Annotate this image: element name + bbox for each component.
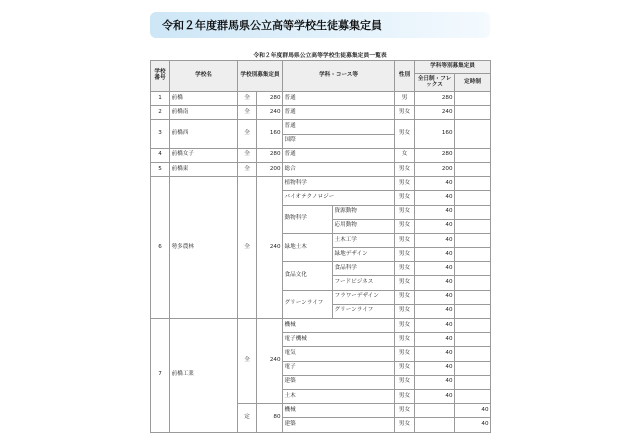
gender: 男女 <box>395 389 415 403</box>
program-type: 全 <box>238 319 257 404</box>
program-type: 全 <box>238 162 257 176</box>
page-title: 令和２年度群馬県公立高等学校生徒募集定員 <box>162 19 382 32</box>
course-name: 土木 <box>283 389 395 403</box>
course-name: 機械 <box>283 319 395 333</box>
page-banner <box>150 12 490 38</box>
gender: 男女 <box>395 347 415 361</box>
capacity-table <box>150 60 491 433</box>
course-name: 食品科学 <box>333 262 395 276</box>
parttime-capacity <box>455 375 491 389</box>
program-type: 全 <box>238 148 257 162</box>
gender: 男 <box>395 92 415 106</box>
header-course-capacity: 学科等別募集定員 <box>415 61 491 74</box>
program-type: 全 <box>238 106 257 120</box>
course-name: 応用動物 <box>333 219 395 233</box>
parttime-capacity <box>455 361 491 375</box>
header-school-name: 学校名 <box>170 61 238 92</box>
course-name: 電子機械 <box>283 333 395 347</box>
fulltime-capacity: 40 <box>415 333 455 347</box>
course-name: 総合 <box>283 162 395 176</box>
school-no: 4 <box>151 148 170 162</box>
parttime-capacity <box>455 304 491 318</box>
header-fulltime: 全日制・フレックス <box>415 74 455 92</box>
school-no: 7 <box>151 319 170 433</box>
header-school-capacity: 学校別募集定員 <box>238 61 283 92</box>
course-name: 機械 <box>283 404 395 418</box>
table-row <box>151 120 491 134</box>
table-row <box>151 177 491 191</box>
fulltime-capacity <box>415 418 455 432</box>
gender: 男女 <box>395 404 415 418</box>
header-parttime: 定時制 <box>455 74 491 92</box>
course-name: フラワーデザイン <box>333 290 395 304</box>
gender: 男女 <box>395 319 415 333</box>
fulltime-capacity: 40 <box>415 347 455 361</box>
course-name: 電子 <box>283 361 395 375</box>
school-capacity: 240 <box>257 177 283 319</box>
header-gender: 性別 <box>395 61 415 92</box>
gender: 男女 <box>395 304 415 318</box>
parttime-capacity <box>455 191 491 205</box>
parttime-capacity <box>455 148 491 162</box>
school-capacity: 240 <box>257 319 283 404</box>
course-group: 動物科学 <box>283 205 333 233</box>
gender: 男女 <box>395 219 415 233</box>
parttime-capacity <box>455 219 491 233</box>
fulltime-capacity: 40 <box>415 248 455 262</box>
parttime-capacity: 40 <box>455 418 491 432</box>
fulltime-capacity: 40 <box>415 177 455 191</box>
parttime-capacity <box>455 162 491 176</box>
parttime-capacity <box>455 276 491 290</box>
parttime-capacity <box>455 177 491 191</box>
gender: 男女 <box>395 361 415 375</box>
school-name: 前橋南 <box>170 106 238 120</box>
school-no: 6 <box>151 177 170 319</box>
school-capacity: 280 <box>257 148 283 162</box>
gender: 男女 <box>395 248 415 262</box>
gender: 男女 <box>395 106 415 120</box>
parttime-capacity <box>455 248 491 262</box>
gender: 男女 <box>395 205 415 219</box>
parttime-capacity <box>455 205 491 219</box>
gender: 男女 <box>395 333 415 347</box>
course-name: 緑地デザイン <box>333 248 395 262</box>
school-capacity: 240 <box>257 106 283 120</box>
school-capacity: 200 <box>257 162 283 176</box>
fulltime-capacity: 200 <box>415 162 455 176</box>
school-name: 勢多農林 <box>170 177 238 319</box>
course-name: バイオテクノロジー <box>283 191 395 205</box>
table-row <box>151 319 491 333</box>
fulltime-capacity: 240 <box>415 106 455 120</box>
gender: 男女 <box>395 276 415 290</box>
fulltime-capacity: 40 <box>415 290 455 304</box>
program-type: 全 <box>238 177 257 319</box>
fulltime-capacity: 40 <box>415 191 455 205</box>
table-row <box>151 162 491 176</box>
fulltime-capacity: 40 <box>415 319 455 333</box>
course-name: 電気 <box>283 347 395 361</box>
fulltime-capacity: 40 <box>415 375 455 389</box>
parttime-capacity <box>455 233 491 247</box>
course-name: 国際 <box>283 134 395 148</box>
table-title: 令和２年度群馬県公立高等学校生徒募集定員一覧表 <box>253 53 387 59</box>
parttime-capacity <box>455 347 491 361</box>
gender: 男女 <box>395 262 415 276</box>
fulltime-capacity: 40 <box>415 276 455 290</box>
fulltime-capacity: 40 <box>415 262 455 276</box>
course-name: 普通 <box>283 92 395 106</box>
course-name: 建築 <box>283 375 395 389</box>
parttime-capacity <box>455 333 491 347</box>
parttime-capacity <box>455 290 491 304</box>
parttime-capacity <box>455 389 491 403</box>
parttime-capacity <box>455 319 491 333</box>
fulltime-capacity: 40 <box>415 304 455 318</box>
course-name: 土木工学 <box>333 233 395 247</box>
gender: 男女 <box>395 120 415 148</box>
parttime-capacity <box>455 92 491 106</box>
fulltime-capacity: 280 <box>415 92 455 106</box>
program-type: 全 <box>238 92 257 106</box>
school-no: 3 <box>151 120 170 148</box>
school-name: 前橋西 <box>170 120 238 148</box>
course-name: 建築 <box>283 418 395 432</box>
table-row <box>151 148 491 162</box>
gender: 男女 <box>395 290 415 304</box>
school-no: 2 <box>151 106 170 120</box>
gender: 男女 <box>395 233 415 247</box>
table-row <box>151 92 491 106</box>
fulltime-capacity: 280 <box>415 148 455 162</box>
gender: 男女 <box>395 162 415 176</box>
parttime-capacity: 40 <box>455 404 491 418</box>
fulltime-capacity: 40 <box>415 219 455 233</box>
parttime-capacity <box>455 106 491 120</box>
header-course: 学科・コース等 <box>283 61 395 92</box>
school-name: 前橋女子 <box>170 148 238 162</box>
program-type: 全 <box>238 120 257 148</box>
course-name: 植物科学 <box>283 177 395 191</box>
fulltime-capacity: 40 <box>415 205 455 219</box>
fulltime-capacity: 160 <box>415 120 455 148</box>
school-name: 前橋東 <box>170 162 238 176</box>
course-name: 普通 <box>283 148 395 162</box>
program-type: 定 <box>238 404 257 432</box>
parttime-capacity <box>455 120 491 148</box>
course-name: 資源動物 <box>333 205 395 219</box>
course-name: 普通 <box>283 106 395 120</box>
course-group: 緑地土木 <box>283 233 333 261</box>
school-capacity: 160 <box>257 120 283 148</box>
school-name: 前橋 <box>170 92 238 106</box>
gender: 男女 <box>395 418 415 432</box>
school-name: 前橋工業 <box>170 319 238 433</box>
course-name: フードビジネス <box>333 276 395 290</box>
gender: 男女 <box>395 177 415 191</box>
parttime-capacity <box>455 262 491 276</box>
school-no: 5 <box>151 162 170 176</box>
course-name: 普通 <box>283 120 395 134</box>
fulltime-capacity <box>415 404 455 418</box>
gender: 男女 <box>395 191 415 205</box>
gender: 男女 <box>395 375 415 389</box>
course-name: グリーンライフ <box>333 304 395 318</box>
table-row <box>151 106 491 120</box>
fulltime-capacity: 40 <box>415 361 455 375</box>
header-school-no: 学校番号 <box>151 61 170 92</box>
school-no: 1 <box>151 92 170 106</box>
course-group: 食品文化 <box>283 262 333 290</box>
school-capacity: 80 <box>257 404 283 432</box>
course-group: グリーンライフ <box>283 290 333 318</box>
fulltime-capacity: 40 <box>415 389 455 403</box>
fulltime-capacity: 40 <box>415 233 455 247</box>
gender: 女 <box>395 148 415 162</box>
school-capacity: 280 <box>257 92 283 106</box>
